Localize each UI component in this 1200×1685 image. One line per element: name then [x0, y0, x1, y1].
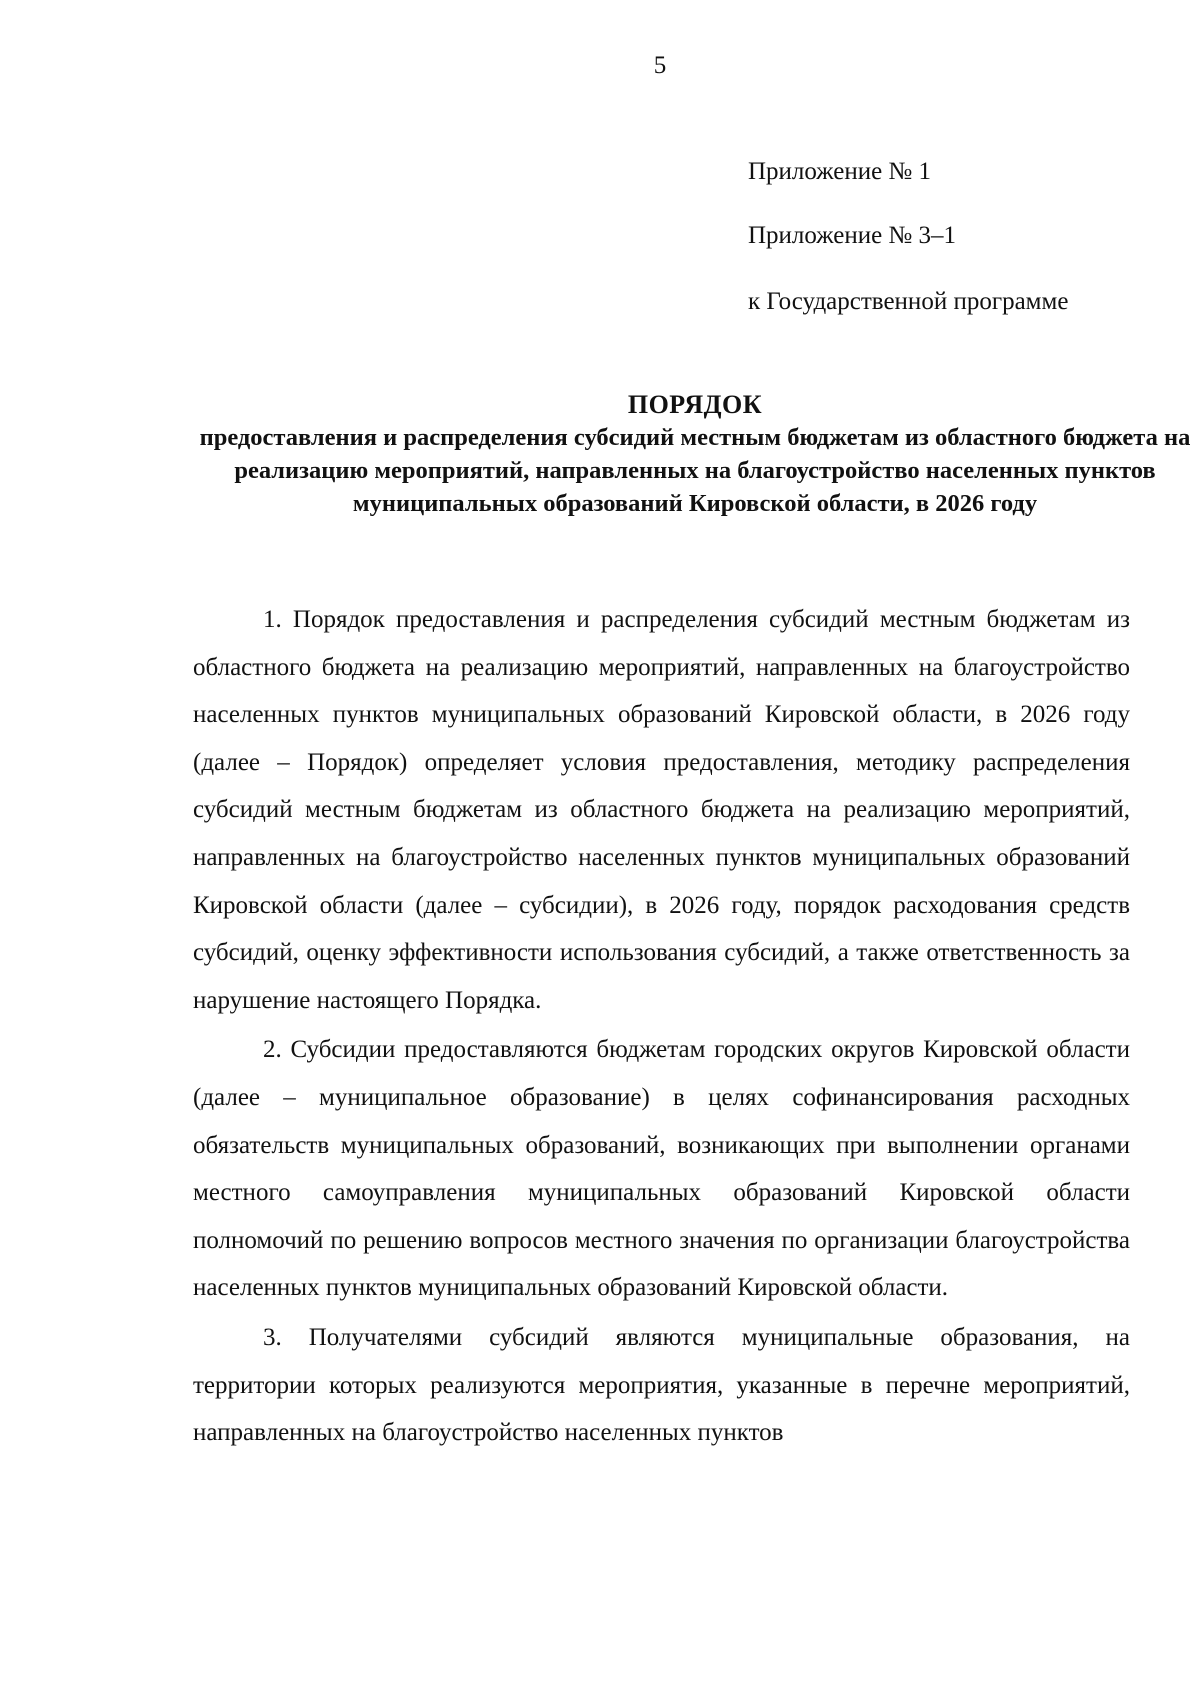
- document-heading: ПОРЯДОК: [627, 390, 763, 419]
- document-title-block: [195, 388, 1195, 520]
- appendix-line-2: Приложение № 3–1: [748, 222, 957, 249]
- document-body: [193, 596, 1130, 1457]
- paragraph-1: 1. Порядок предоставления и распределения субсидий местным бюджетам из областного бюджета на реализацию мероприятий, направленных на благоустройство населенных пунктов муниципальных образований Кировской области, в 2026 году (далее – Порядок) определяет условия предоставления, методику распределения субсидий местным бюджетам из областного бюджета на реализацию мероприятий, направленных на благоустройство населенных пунктов муниципальных образований Кировской области (далее – субсидии), в 2026 году, порядок расходования средств субсидий, оценку эффективности использования субсидий, а также ответственность за нарушение настоящего Порядка.: [193, 606, 1130, 1014]
- appendix-line-1: Приложение № 1: [748, 158, 932, 185]
- document-subtitle: предоставления и распределения субсидий местным бюджетам из областного бюджета на реализацию мероприятий, направленных на благоустройство населенных пунктов муниципальных образований Кировской области, в 2026 году: [199, 424, 1191, 517]
- paragraph-2: 2. Субсидии предоставляются бюджетам городских округов Кировской области (далее – муниципальное образование) в целях софинансирования расходных обязательств муниципальных образований, возникающих при выполнении органами местного самоуправления муниципальных образований Кировской области полномочий по решению вопросов местного значения по организации благоустройства населенных пунктов муниципальных образований Кировской области.: [193, 1036, 1130, 1302]
- paragraph-3: 3. Получателями субсидий являются муниципальные образования, на территории которых реализуются мероприятия, указанные в перечне мероприятий, направленных на благоустройство населенных пунктов: [193, 1323, 1130, 1447]
- page-number: 5: [653, 52, 667, 79]
- appendix-line-3: к Государственной программе: [748, 288, 1069, 315]
